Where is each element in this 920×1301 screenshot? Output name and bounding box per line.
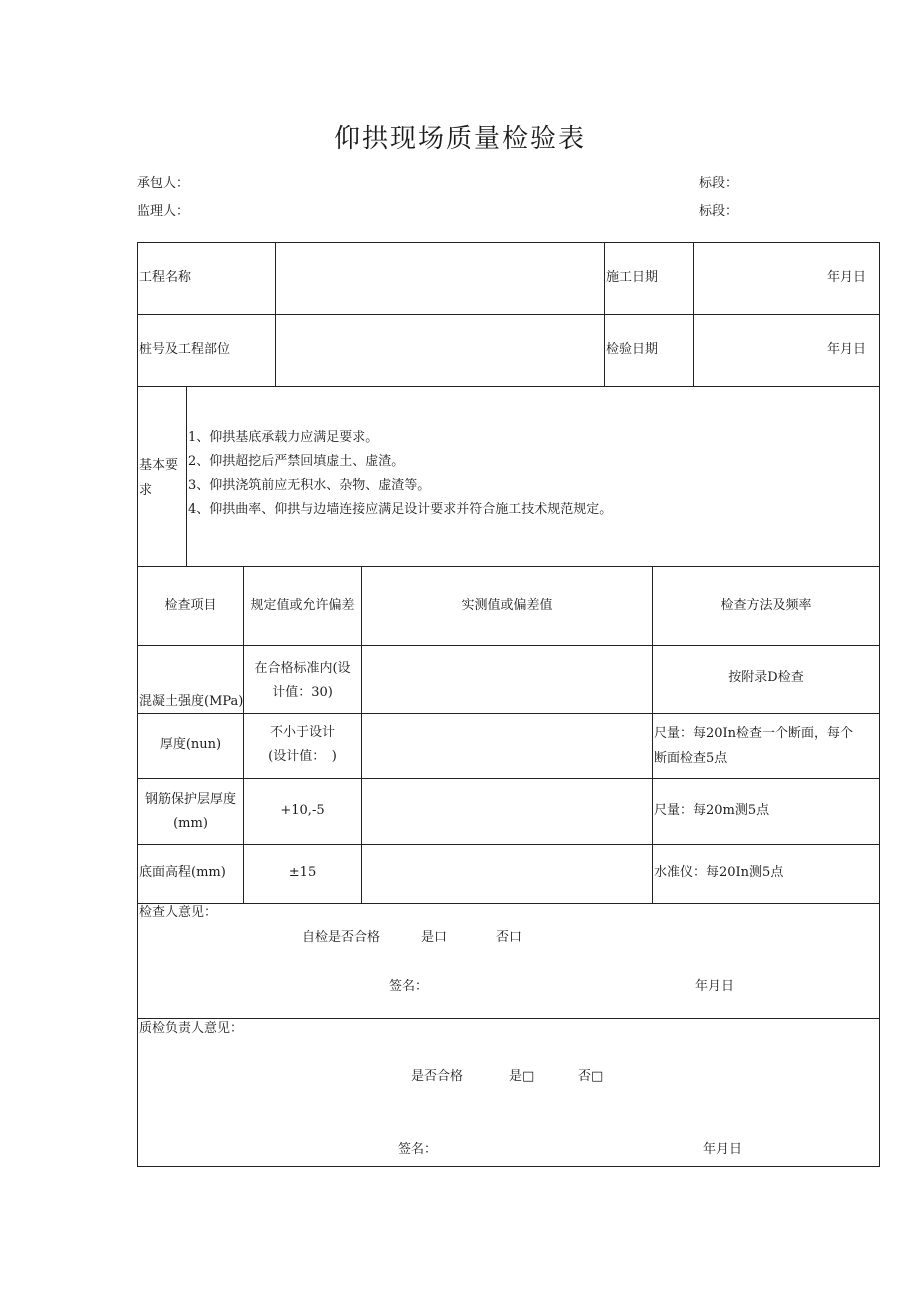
project-name-label: 工程名称 [139, 270, 192, 285]
requirement-item: 4、仰拱曲率、仰拱与边墙连接应满足设计要求并符合施工技术规范规定。 [188, 502, 613, 517]
self-check-yes-checkbox[interactable]: 是口 [421, 930, 448, 945]
construction-date-label: 施工日期 [606, 270, 659, 285]
page-title: 仰拱现场质量检验表 [333, 124, 586, 154]
measured-value-input[interactable] [362, 845, 652, 903]
header-check-item: 检查项目 [164, 598, 217, 613]
spec-value: (设计值： ) [268, 749, 337, 764]
method-text: 尺量：每20In检查一个断面，每个 [654, 726, 854, 741]
project-name-value[interactable] [277, 243, 603, 314]
inspector-signature-label: 签名： [389, 979, 429, 994]
header-measured: 实测值或偏差值 [461, 598, 553, 613]
measured-value-input[interactable] [362, 646, 652, 713]
inspection-date-label: 检验日期 [606, 342, 659, 357]
spec-value: +10,-5 [280, 803, 325, 818]
method-text: 断面检查5点 [654, 751, 728, 766]
method-text: 水准仪：每20In测5点 [654, 865, 784, 880]
qc-yes-checkbox[interactable]: 是□ [509, 1069, 535, 1084]
qc-opinion-label: 质检负责人意见： [139, 1021, 244, 1036]
column-divider [693, 242, 694, 386]
qc-no-checkbox[interactable]: 否□ [578, 1069, 604, 1084]
measured-value-input[interactable] [362, 779, 652, 844]
column-divider [186, 386, 187, 566]
station-value[interactable] [277, 315, 603, 386]
measured-value-input[interactable] [362, 714, 652, 778]
table-border-bottom [137, 1166, 880, 1167]
check-item-bottom-elevation: 底面高程(mm) [139, 865, 226, 880]
method-text: 尺量：每20m测5点 [654, 803, 770, 818]
row-divider [137, 903, 880, 904]
self-check-question: 自检是否合格 [302, 930, 381, 945]
method-text: 按附录D检查 [728, 670, 804, 685]
self-check-no-checkbox[interactable]: 否口 [496, 930, 523, 945]
supervisor-label: 监理人： [137, 204, 190, 219]
requirement-item: 1、仰拱基底承载力应满足要求。 [188, 430, 379, 445]
row-divider [137, 1018, 880, 1019]
column-divider [275, 242, 276, 386]
requirement-item: 2、仰拱超挖后严禁回填虚土、虚渣。 [188, 454, 405, 469]
qc-signature-label: 签名： [398, 1142, 438, 1157]
spec-value: 计值：30) [272, 685, 333, 700]
table-border-left [137, 242, 138, 1167]
qc-pass-question: 是否合格 [411, 1069, 464, 1084]
contractor-label: 承包人： [137, 176, 190, 191]
spec-value: ±15 [288, 865, 317, 880]
inspection-date-value[interactable]: 年月日 [827, 342, 867, 357]
row-divider [137, 566, 880, 567]
check-item-concrete-strength: 混凝土强度(MPa) [139, 694, 244, 709]
contractor-section-label: 标段： [699, 176, 739, 191]
inspector-opinion-label: 检查人意见： [139, 905, 218, 920]
check-item-cover-thickness: 钢筋保护层厚度 [144, 792, 236, 807]
spec-value: 在合格标准内(设 [254, 661, 351, 676]
table-border-right [879, 242, 880, 1167]
requirements-label: 求 [139, 483, 153, 498]
check-item-cover-thickness-unit: (mm) [173, 816, 208, 831]
inspector-date: 年月日 [695, 979, 735, 994]
check-item-thickness: 厚度(nun) [159, 737, 222, 752]
requirement-item: 3、仰拱浇筑前应无积水、杂物、虚渣等。 [188, 478, 431, 493]
header-method: 检查方法及频率 [720, 598, 812, 613]
requirements-label: 基本要 [139, 458, 179, 473]
station-label: 桩号及工程部位 [139, 342, 231, 357]
spec-value: 不小于设计 [269, 725, 335, 740]
row-divider [137, 386, 880, 387]
supervisor-section-label: 标段： [699, 204, 739, 219]
column-divider [604, 242, 605, 386]
construction-date-value[interactable]: 年月日 [827, 270, 867, 285]
header-spec: 规定值或允许偏差 [250, 598, 355, 613]
qc-date: 年月日 [703, 1142, 743, 1157]
